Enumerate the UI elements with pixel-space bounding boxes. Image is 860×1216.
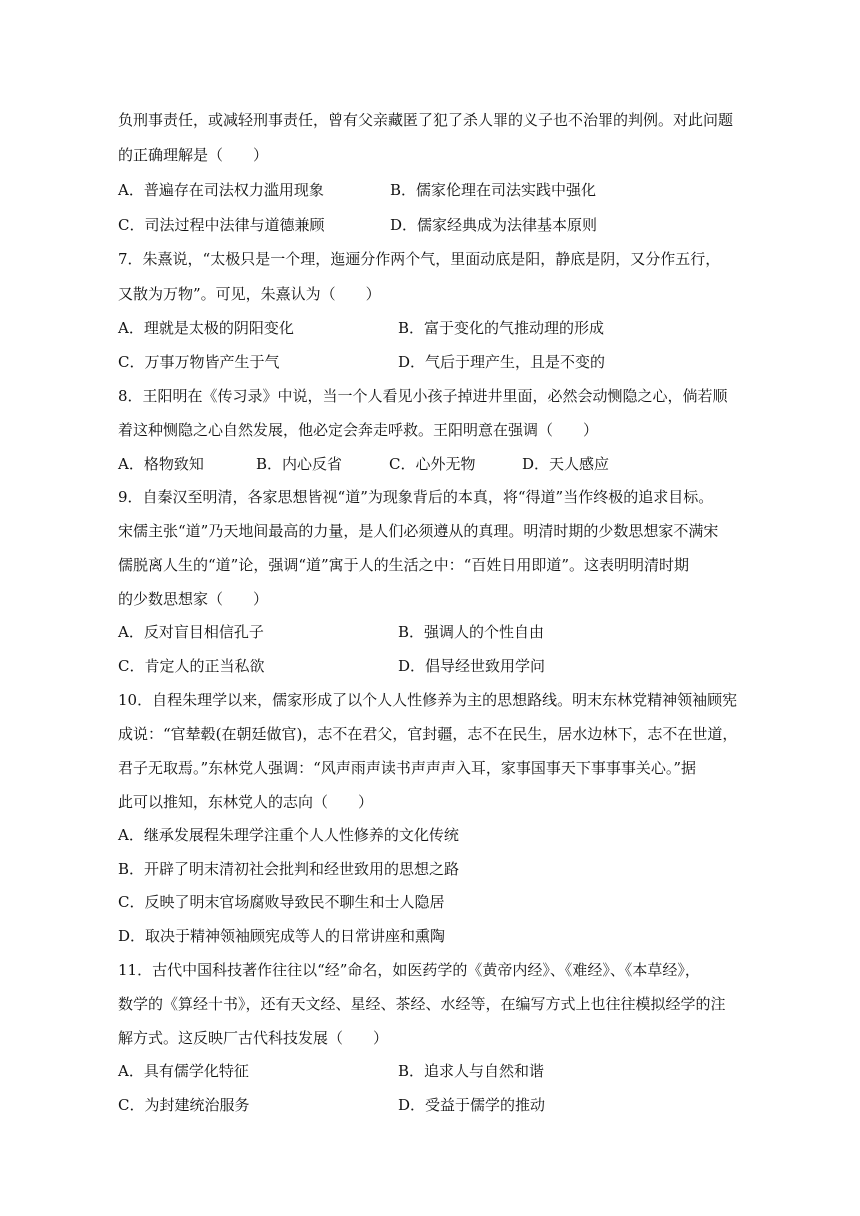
question-8-option-b: B．内心反省: [256, 455, 343, 473]
question-10-option-a: A．继承发展程朱理学注重个人人性修养的文化传统: [118, 826, 459, 844]
question-11-stem-line-2: 数学的《算经十书》，还有天文经、星经、茶经、水经等，在编写方式上也往往模拟经学的注: [118, 995, 726, 1013]
question-8-stem-line-1: 8．王阳明在《传习录》中说，当一个人看见小孩子掉进井里面，必然会动恻隐之心，倘若顺: [118, 387, 728, 405]
question-9-option-d: D．倡导经世致用学问: [398, 657, 546, 675]
question-9-stem-line-3: 儒脱离人生的“道”论，强调“道”寓于人的生活之中：“百姓日用即道”。这表明明清时期: [118, 556, 690, 574]
question-10-option-c: C．反映了明末官场腐败导致民不聊生和士人隐居: [118, 893, 445, 911]
question-6-option-b: B．儒家伦理在司法实践中强化: [390, 181, 597, 199]
question-9-stem-line-2: 宋儒主张“道”乃天地间最高的力量，是人们必须遵从的真理。明清时期的少数思想家不满宋: [118, 522, 719, 540]
question-10-stem-line-1: 10．自程朱理学以来，儒家形成了以个人人性修养为主的思想路线。明末东林党精神领袖顾宪: [118, 691, 738, 709]
question-6-stem-line-2: 的正确理解是（ ）: [118, 146, 269, 164]
question-11-option-c: C．为封建统治服务: [118, 1096, 250, 1114]
question-8-stem-line-2: 着这种恻隐之心自然发展，他必定会奔走呼救。王阳明意在强调（ ）: [118, 421, 599, 439]
question-6-stem-line-1: 负刑事责任，或减轻刑事责任，曾有父亲藏匿了犯了杀人罪的义子也不治罪的判例。对此问题: [118, 111, 734, 129]
question-9-option-c: C．肯定人的正当私欲: [118, 657, 265, 675]
question-10-option-b: B．开辟了明末清初社会批判和经世致用的思想之路: [118, 860, 460, 878]
question-6-option-d: D．儒家经典成为法律基本原则: [390, 216, 598, 234]
question-7-option-c: C．万事万物皆产生于气: [118, 353, 280, 371]
question-10-stem-line-3: 君子无取焉。”东林党人强调：“风声雨声读书声声声入耳，家事国事天下事事事关心。”据: [118, 759, 697, 777]
question-8-option-a: A．格物致知: [118, 455, 204, 473]
question-10-stem-line-2: 成说：“官辇毂(在朝廷做官)，志不在君父，官封疆，志不在民生，居水边林下，志不在世道，: [118, 725, 738, 743]
question-11-option-d: D．受益于儒学的推动: [398, 1096, 546, 1114]
question-11-stem-line-1: 11．古代中国科技著作往往以“经”命名，如医药学的《黄帝内经》、《难经》、《本草经》，: [118, 961, 700, 979]
question-11-option-a: A．具有儒学化特征: [118, 1062, 249, 1080]
question-9-option-b: B．强调人的个性自由: [398, 623, 545, 641]
question-9-option-a: A．反对盲目相信孔子: [118, 623, 264, 641]
question-7-stem-line-1: 7．朱熹说，“太极只是一个理，迤逦分作两个气，里面动底是阳，静底是阴，又分作五行，: [118, 250, 721, 268]
question-8-option-d: D．天人感应: [522, 455, 610, 473]
question-11-option-b: B．追求人与自然和谐: [398, 1062, 545, 1080]
question-7-option-a: A．理就是太极的阴阳变化: [118, 319, 294, 337]
question-7-option-b: B．富于变化的气推动理的形成: [398, 319, 605, 337]
question-11-stem-line-3: 解方式。这反映厂古代科技发展（ ）: [118, 1029, 389, 1047]
question-8-option-c: C．心外无物: [389, 455, 476, 473]
question-6-option-c: C．司法过程中法律与道德兼顾: [118, 216, 325, 234]
question-7-stem-line-2: 又散为万物”。可见，朱熹认为（ ）: [118, 285, 381, 303]
question-9-stem-line-1: 9．自秦汉至明清，各家思想皆视“道”为现象背后的本真，将“得道”当作终极的追求目标。: [118, 488, 714, 506]
question-7-option-d: D．气后于理产生，且是不变的: [398, 353, 606, 371]
question-10-option-d: D．取决于精神领袖顾宪成等人的日常讲座和熏陶: [118, 927, 446, 945]
question-10-stem-line-4: 此可以推知，东林党人的志向（ ）: [118, 793, 374, 811]
question-6-option-a: A．普遍存在司法权力滥用现象: [118, 181, 324, 199]
question-9-stem-line-4: 的少数思想家（ ）: [118, 590, 269, 608]
